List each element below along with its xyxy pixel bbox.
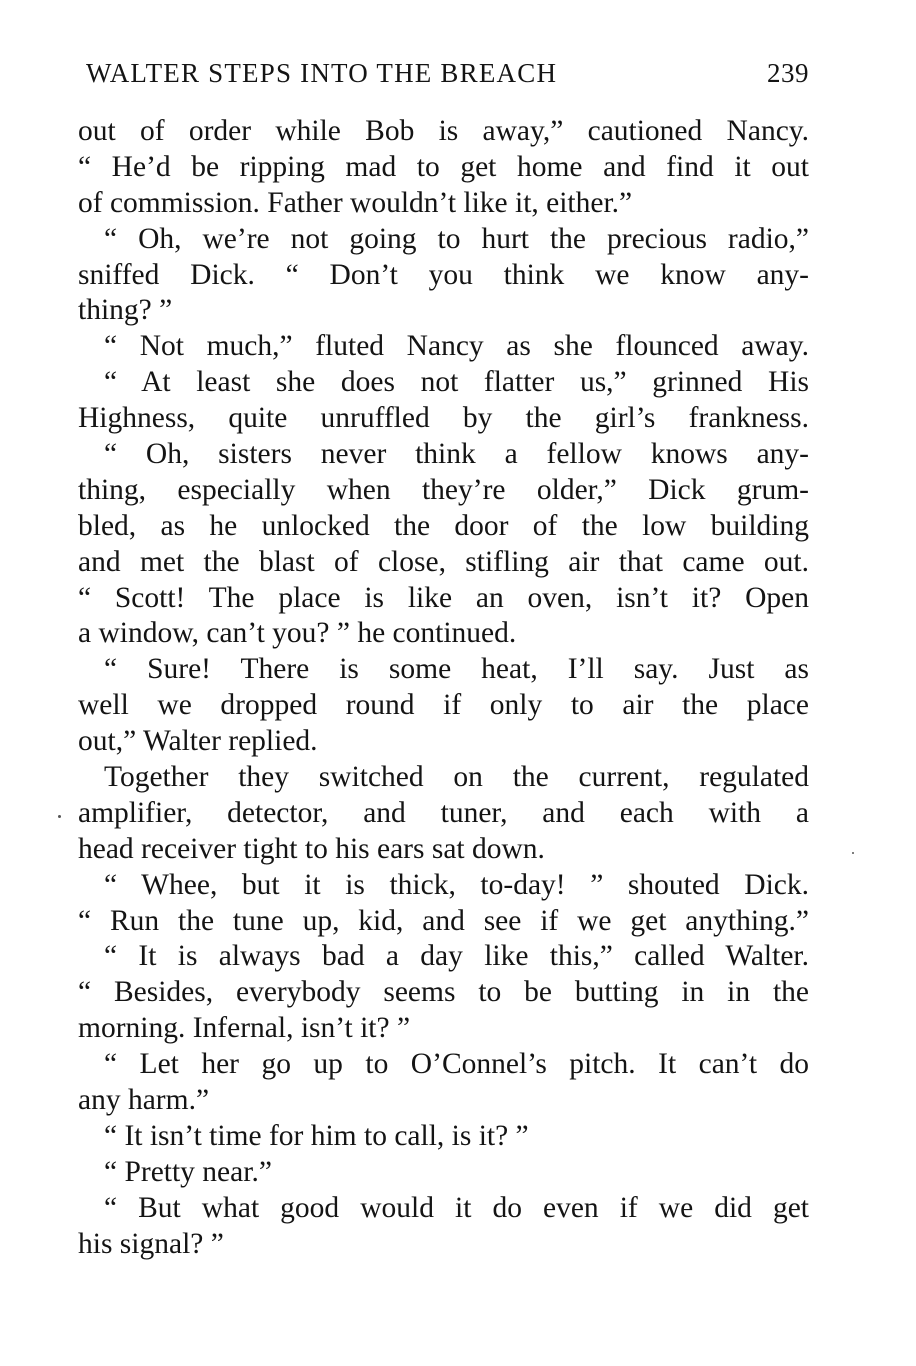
text-line: a window, can’t you? ” he continued. — [78, 617, 517, 650]
text-line: “ Pretty near.” — [104, 1155, 272, 1188]
text-line: “ At least she does not flatter us,” grinned His — [104, 366, 809, 399]
running-title: WALTER STEPS INTO THE BREACH — [86, 58, 558, 88]
text-line: and met the blast of close, stifling air that came out. — [78, 545, 809, 578]
running-header — [86, 58, 809, 98]
text-line: Together they switched on the current, regulated — [104, 761, 809, 794]
text-line: head receiver tight to his ears sat down. — [78, 832, 545, 865]
text-line: “ It isn’t time for him to call, is it? ” — [104, 1119, 529, 1152]
text-line: well we dropped round if only to air the place — [78, 689, 809, 722]
text-line: amplifier, detector, and tuner, and each with a — [78, 796, 809, 829]
text-line: “ He’d be ripping mad to get home and find it out — [78, 150, 809, 183]
page-number: 239 — [767, 58, 809, 88]
text-line: “ Scott! The place is like an oven, isn’t it? Open — [78, 581, 809, 614]
text-line: “ Besides, everybody seems to be butting in in the — [78, 976, 809, 1009]
left-margin-speck — [58, 815, 61, 818]
right-margin-speck — [852, 852, 854, 854]
text-line: any harm.” — [78, 1084, 210, 1117]
body-text — [78, 114, 809, 1263]
text-line: of commission. Father wouldn’t like it, either.” — [78, 186, 633, 219]
text-line: thing? ” — [78, 294, 173, 327]
text-line: “ Oh, we’re not going to hurt the precious radio,” — [104, 222, 809, 255]
text-line: his signal? ” — [78, 1227, 224, 1260]
text-line: “ It is always bad a day like this,” called Walter. — [104, 940, 809, 973]
text-line: “ Run the tune up, kid, and see if we get anything.” — [78, 904, 809, 937]
text-line: “ But what good would it do even if we did get — [104, 1191, 809, 1224]
text-line: out of order while Bob is away,” cautioned Nancy. — [78, 115, 809, 147]
text-line: “ Sure! There is some heat, I’ll say. Just as — [104, 653, 809, 686]
text-line: morning. Infernal, isn’t it? ” — [78, 1012, 411, 1045]
text-line: “ Whee, but it is thick, to-day! ” shouted Dick. — [104, 868, 809, 901]
text-line: “ Oh, sisters never think a fellow knows any- — [104, 438, 809, 471]
text-line: “ Not much,” fluted Nancy as she flounced away. — [104, 330, 809, 363]
text-line: Highness, quite unruffled by the girl’s frankness. — [78, 402, 809, 435]
text-line: thing, especially when they’re older,” Dick grum- — [78, 473, 809, 506]
text-line: sniffed Dick. “ Don’t you think we know any- — [78, 258, 809, 291]
text-line: “ Let her go up to O’Connel’s pitch. It can’t do — [104, 1048, 809, 1081]
text-line: out,” Walter replied. — [78, 725, 318, 758]
text-line: bled, as he unlocked the door of the low building — [78, 509, 809, 542]
